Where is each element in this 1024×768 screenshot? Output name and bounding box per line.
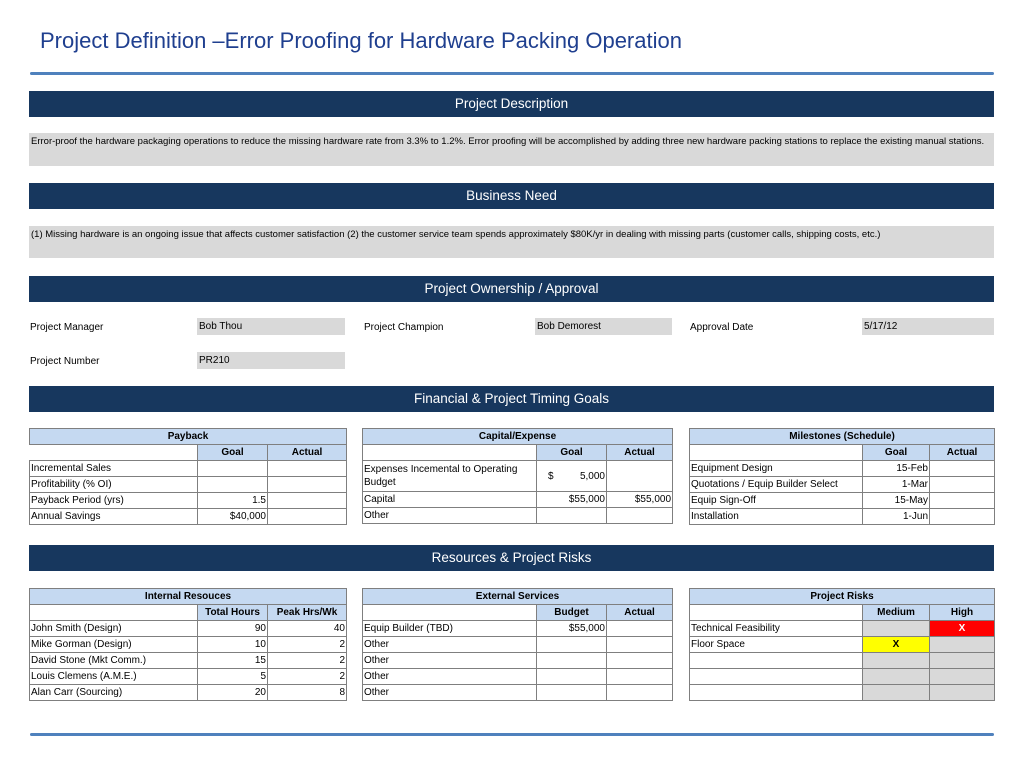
risk-high-marker: X	[930, 621, 995, 637]
project-description-text: Error-proof the hardware packaging operations to reduce the missing hardware rate from 3.3% to 1.2%. Error proofing will be accomplished by adding three new hardware packing stations to replace the existing manual stations.	[29, 133, 994, 166]
payback-col-actual: Actual	[268, 445, 347, 461]
milestones-col-actual: Actual	[930, 445, 995, 461]
project-champion-value: Bob Demorest	[535, 318, 672, 335]
table-row: Other	[363, 653, 673, 669]
section-header-description: Project Description	[29, 91, 994, 117]
project-manager-value: Bob Thou	[197, 318, 345, 335]
table-row	[690, 669, 995, 685]
external-col-budget: Budget	[537, 605, 607, 621]
table-row: Other	[363, 637, 673, 653]
table-row: Capital $55,000 $55,000	[363, 492, 673, 508]
internal-title: Internal Resouces	[30, 589, 347, 605]
external-title: External Services	[363, 589, 673, 605]
project-risks-table	[689, 588, 995, 701]
table-row: Annual Savings $40,000	[30, 509, 347, 525]
table-row: Alan Carr (Sourcing) 20 8	[30, 685, 347, 701]
external-col-actual: Actual	[607, 605, 673, 621]
internal-col-hours: Total Hours	[198, 605, 268, 621]
section-header-ownership: Project Ownership / Approval	[29, 276, 994, 302]
table-row: Equipment Design 15-Feb	[690, 461, 995, 477]
section-header-business-need: Business Need	[29, 183, 994, 209]
capital-col-actual: Actual	[607, 445, 673, 461]
footer-divider	[30, 733, 994, 736]
risks-col-medium: Medium	[863, 605, 930, 621]
capital-title: Capital/Expense	[363, 429, 673, 445]
payback-title: Payback	[30, 429, 347, 445]
risk-medium-marker: X	[863, 637, 930, 653]
table-row: Installation 1-Jun	[690, 509, 995, 525]
business-need-text: (1) Missing hardware is an ongoing issue that affects customer satisfaction (2) the customer service team spends approximately $80K/yr in dealing with missing parts (customer calls, shipping costs, etc.)	[29, 226, 994, 258]
table-row: Technical Feasibility X	[690, 621, 995, 637]
project-champion-label: Project Champion	[364, 322, 444, 333]
table-row: Expenses Incemental to Operating Budget $ 5,000	[363, 461, 673, 492]
table-row: Floor Space X	[690, 637, 995, 653]
section-header-financial: Financial & Project Timing Goals	[29, 386, 994, 412]
milestones-table	[689, 428, 995, 525]
project-number-label: Project Number	[30, 356, 100, 367]
risks-title: Project Risks	[690, 589, 995, 605]
table-row: David Stone (Mkt Comm.) 15 2	[30, 653, 347, 669]
table-row: John Smith (Design) 90 40	[30, 621, 347, 637]
milestones-col-goal: Goal	[863, 445, 930, 461]
table-row: Equip Sign-Off 15-May	[690, 493, 995, 509]
approval-date-value: 5/17/12	[862, 318, 994, 335]
approval-date-label: Approval Date	[690, 322, 754, 333]
table-row: Other	[363, 669, 673, 685]
internal-col-peak: Peak Hrs/Wk	[268, 605, 347, 621]
table-row: Mike Gorman (Design) 10 2	[30, 637, 347, 653]
section-header-resources: Resources & Project Risks	[29, 545, 994, 571]
internal-resources-table	[29, 588, 347, 701]
table-row: Payback Period (yrs) 1.5	[30, 493, 347, 509]
project-manager-label: Project Manager	[30, 322, 104, 333]
table-row	[690, 685, 995, 701]
capital-col-goal: Goal	[537, 445, 607, 461]
table-row: Profitability (% OI)	[30, 477, 347, 493]
table-row	[690, 653, 995, 669]
project-number-value: PR210	[197, 352, 345, 369]
payback-col-goal: Goal	[198, 445, 268, 461]
table-row: Quotations / Equip Builder Select 1-Mar	[690, 477, 995, 493]
page-title: Project Definition –Error Proofing for Hardware Packing Operation	[40, 28, 682, 53]
external-services-table	[362, 588, 673, 701]
table-row: Other	[363, 508, 673, 524]
milestones-title: Milestones (Schedule)	[690, 429, 995, 445]
table-row: Equip Builder (TBD) $55,000	[363, 621, 673, 637]
table-row: Louis Clemens (A.M.E.) 5 2	[30, 669, 347, 685]
table-row: Other	[363, 685, 673, 701]
table-row: Incremental Sales	[30, 461, 347, 477]
divider	[30, 72, 994, 75]
payback-table	[29, 428, 347, 525]
risks-col-high: High	[930, 605, 995, 621]
capital-expense-table	[362, 428, 673, 524]
